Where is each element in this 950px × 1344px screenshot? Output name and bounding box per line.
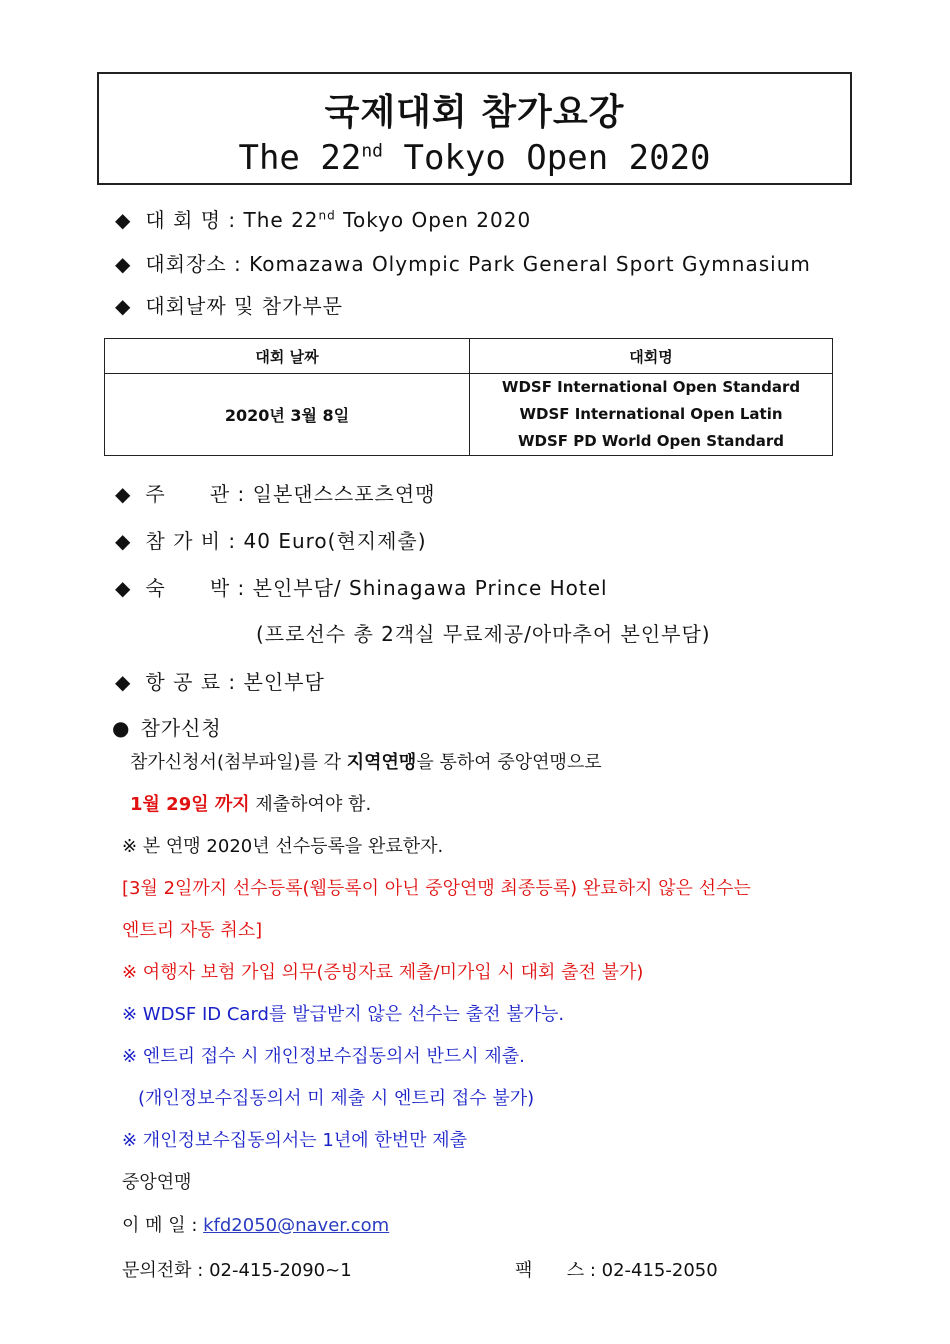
host-label: 주 관	[145, 482, 231, 506]
fee-label: 참 가 비	[145, 529, 222, 553]
airfare-label: 항 공 료	[145, 670, 222, 694]
title-box	[97, 72, 852, 185]
fax-value: 02-415-2050	[601, 1260, 718, 1281]
lodging-note: (프로선수 총 2객실 무료제공/아마추어 본인부담)	[256, 622, 711, 646]
application-line-1b: 지역연맹	[346, 752, 417, 773]
item-lodging: ◆ 숙 박 : 본인부담/ Shinagawa Prince Hotel	[115, 576, 608, 600]
lodging-label: 숙 박	[145, 576, 231, 600]
table-cell-events	[470, 374, 833, 456]
note-consent-detail: (개인정보수집동의서 미 제출 시 엔트리 접수 불가)	[138, 1088, 535, 1109]
application-line-1a: 참가신청서(첨부파일)를 각	[130, 752, 347, 773]
note-consent-once: ※ 개인정보수집동의서는 1년에 한번만 제출	[122, 1130, 468, 1151]
name-label: 대 회 명	[145, 208, 222, 232]
note-id-card: ※ WDSF ID Card를 발급받지 않은 선수는 출전 불가능.	[122, 1004, 565, 1025]
table-row	[105, 374, 833, 456]
diamond-bullet-icon: ◆	[115, 482, 132, 506]
email-label: 이 메 일 :	[122, 1215, 204, 1236]
item-name: ◆ 대 회 명 : The 22nd Tokyo Open 2020	[115, 208, 532, 232]
event-item: WDSF International Open Standard	[501, 378, 801, 396]
table-header-row	[105, 339, 833, 374]
name-value-pre: The 22	[243, 208, 319, 232]
application-heading	[112, 712, 222, 741]
item-airfare: ◆ 항 공 료 : 본인부담	[115, 670, 325, 694]
lodging-value: 본인부담/ Shinagawa Prince Hotel	[252, 576, 608, 600]
title-korean: 국제대회 참가요강	[324, 92, 625, 133]
airfare-value: 본인부담	[243, 670, 325, 694]
application-heading-text: 참가신청	[140, 716, 222, 740]
item-venue: ◆ 대회장소 : Komazawa Olympic Park General Sport Gymnasium	[115, 252, 811, 276]
diamond-bullet-icon: ◆	[115, 294, 132, 318]
title-en-post: Tokyo Open 2020	[383, 138, 711, 178]
phone-label: 문의전화 :	[122, 1260, 210, 1281]
table-header-event: 대회명	[470, 339, 833, 374]
contact-org: 중앙연맹	[122, 1172, 192, 1193]
name-value-post: Tokyo Open 2020	[335, 208, 532, 232]
dates-heading: 대회날짜 및 참가부문	[145, 294, 343, 318]
note-insurance: ※ 여행자 보험 가입 의무(증빙자료 제출/미가입 시 대회 출전 불가)	[122, 962, 644, 983]
table-header-date: 대회 날짜	[105, 339, 470, 374]
diamond-bullet-icon: ◆	[115, 670, 132, 694]
note-auto-cancel-1: [3월 2일까지 선수등록(웹등록이 아닌 중앙연맹 최종등록) 완료하지 않은 선수는	[122, 878, 751, 899]
venue-value: Komazawa Olympic Park General Sport Gymnasium	[249, 252, 811, 276]
fax-label: 팩 스 :	[515, 1260, 602, 1281]
diamond-bullet-icon: ◆	[115, 208, 132, 232]
name-value-sup: nd	[318, 208, 336, 223]
note-auto-cancel-2: 엔트리 자동 취소]	[122, 920, 263, 941]
item-fee: ◆ 참 가 비 : 40 Euro(현지제출)	[115, 529, 427, 553]
note-consent: ※ 엔트리 접수 시 개인정보수집동의서 반드시 제출.	[122, 1046, 525, 1067]
note-registration: ※ 본 연맹 2020년 선수등록을 완료한자.	[122, 836, 444, 857]
title-english	[99, 138, 850, 178]
application-line-1c: 을 통하여 중앙연맹으로	[416, 752, 602, 773]
deadline-text: 1월 29일 까지	[130, 794, 250, 815]
venue-label: 대회장소	[145, 252, 227, 276]
contact-phone-row	[122, 1256, 352, 1282]
diamond-bullet-icon: ◆	[115, 576, 132, 600]
circle-bullet-icon: ●	[112, 716, 131, 740]
event-table	[104, 338, 833, 456]
diamond-bullet-icon: ◆	[115, 529, 132, 553]
email-link[interactable]: kfd2050@naver.com	[203, 1215, 390, 1236]
application-line-2-rest: 제출하여야 함.	[249, 794, 372, 815]
event-item: WDSF International Open Latin	[519, 405, 783, 423]
application-line-2	[130, 790, 371, 816]
item-dates-heading	[115, 290, 343, 319]
host-value: 일본댄스스포츠연맹	[252, 482, 436, 506]
contact-fax-row	[515, 1256, 718, 1282]
contact-email-row	[122, 1211, 389, 1237]
title-en-pre: The 22	[238, 138, 362, 178]
application-line-1	[130, 748, 602, 774]
phone-value: 02-415-2090~1	[209, 1260, 352, 1281]
item-host: ◆ 주 관 : 일본댄스스포츠연맹	[115, 482, 436, 506]
diamond-bullet-icon: ◆	[115, 252, 132, 276]
table-cell-date: 2020년 3월 8일	[105, 374, 470, 456]
title-en-sup: nd	[361, 140, 383, 162]
event-item: WDSF PD World Open Standard	[517, 432, 785, 450]
fee-value: 40 Euro(현지제출)	[243, 529, 427, 553]
